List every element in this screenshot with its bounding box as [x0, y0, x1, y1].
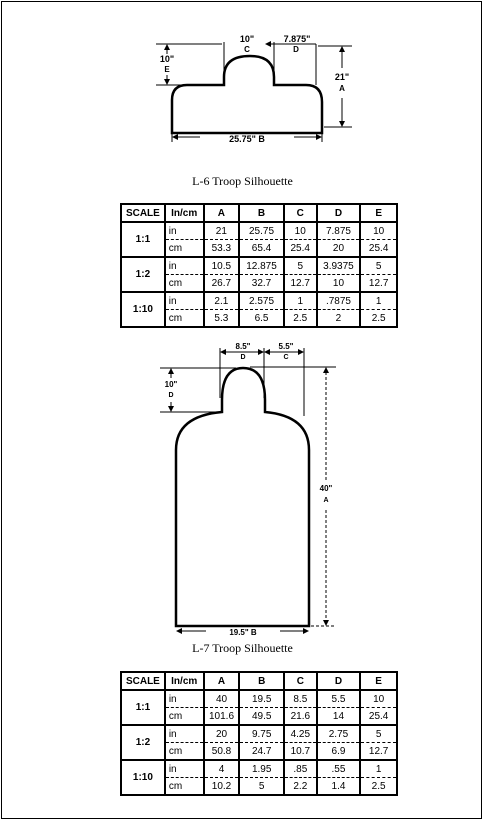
- l7-b-label: 19.5" B: [229, 628, 257, 637]
- value-cell: 1: [284, 292, 317, 310]
- value-cell: 5: [360, 725, 397, 743]
- header-e: E: [360, 672, 397, 690]
- l7-d-left-value: 10": [164, 380, 178, 389]
- unit-cell: in: [165, 222, 204, 240]
- value-cell: 10: [317, 275, 361, 293]
- l6-e-value: 10": [159, 54, 175, 64]
- scale-cell: 1:1: [121, 222, 165, 257]
- l6-b-label: 25.75" B: [229, 134, 265, 144]
- l6-silhouette-outline: [172, 56, 322, 133]
- value-cell: 1.4: [317, 778, 361, 796]
- table-row: [121, 725, 397, 743]
- l6-c-letter: C: [244, 45, 250, 54]
- l7-a-value: 40": [319, 484, 333, 493]
- value-cell: 2.2: [284, 778, 317, 796]
- unit-cell: cm: [165, 743, 204, 761]
- unit-cell: cm: [165, 240, 204, 258]
- l7-dimension-table: [120, 671, 398, 796]
- l6-caption: L-6 Troop Silhouette: [192, 174, 293, 188]
- l7-d-top-value: 8.5": [235, 342, 251, 351]
- value-cell: 2.5: [360, 310, 397, 328]
- value-cell: 6.9: [317, 743, 361, 761]
- value-cell: 20: [317, 240, 361, 258]
- value-cell: 101.6: [204, 708, 240, 726]
- value-cell: 5.5: [317, 690, 361, 708]
- value-cell: 2.1: [204, 292, 240, 310]
- value-cell: 5: [284, 257, 317, 275]
- l6-d-value: 7.875": [283, 34, 311, 44]
- value-cell: 10: [360, 222, 397, 240]
- unit-cell: cm: [165, 310, 204, 328]
- l6-c-value: 10": [239, 34, 255, 44]
- value-cell: .85: [284, 760, 317, 778]
- l7-caption: L-7 Troop Silhouette: [192, 641, 293, 655]
- table-row: [121, 222, 397, 240]
- value-cell: 1: [360, 292, 397, 310]
- l7-silhouette-outline: [176, 368, 309, 626]
- header-c: C: [284, 204, 317, 222]
- value-cell: 25.4: [360, 240, 397, 258]
- value-cell: 1.95: [239, 760, 284, 778]
- header-scale: SCALE: [121, 204, 165, 222]
- scale-cell: 1:2: [121, 725, 165, 760]
- l6-dimension-table: [120, 203, 398, 328]
- value-cell: 12.7: [284, 275, 317, 293]
- header-unit: In/cm: [165, 204, 204, 222]
- header-d: D: [317, 204, 361, 222]
- unit-cell: in: [165, 760, 204, 778]
- l7-d-left-letter: D: [168, 392, 174, 399]
- header-scale: SCALE: [121, 672, 165, 690]
- header-d: D: [317, 672, 361, 690]
- value-cell: 2.5: [360, 778, 397, 796]
- l7-d-top-letter: D: [240, 354, 246, 361]
- scale-cell: 1:1: [121, 690, 165, 725]
- value-cell: 25.4: [284, 240, 317, 258]
- value-cell: 14: [317, 708, 361, 726]
- table-row: [121, 292, 397, 310]
- unit-cell: cm: [165, 275, 204, 293]
- value-cell: 24.7: [239, 743, 284, 761]
- value-cell: 10.2: [204, 778, 240, 796]
- value-cell: 65.4: [239, 240, 284, 258]
- header-b: B: [239, 204, 284, 222]
- value-cell: 8.5: [284, 690, 317, 708]
- value-cell: 32.7: [239, 275, 284, 293]
- l6-d-letter: D: [293, 45, 299, 54]
- value-cell: 10: [284, 222, 317, 240]
- value-cell: 20: [204, 725, 240, 743]
- unit-cell: cm: [165, 708, 204, 726]
- l6-a-value: 21": [334, 72, 350, 82]
- value-cell: 2.5: [284, 310, 317, 328]
- value-cell: 10.5: [204, 257, 240, 275]
- value-cell: 2: [317, 310, 361, 328]
- value-cell: 25.75: [239, 222, 284, 240]
- value-cell: 9.75: [239, 725, 284, 743]
- value-cell: 5.3: [204, 310, 240, 328]
- value-cell: 40: [204, 690, 240, 708]
- header-c: C: [284, 672, 317, 690]
- header-b: B: [239, 672, 284, 690]
- value-cell: 49.5: [239, 708, 284, 726]
- value-cell: 6.5: [239, 310, 284, 328]
- unit-cell: in: [165, 690, 204, 708]
- l6-e-letter: E: [164, 65, 170, 74]
- value-cell: 12.7: [360, 275, 397, 293]
- value-cell: 4: [204, 760, 240, 778]
- l6-silhouette-diagram: [0, 30, 485, 190]
- l7-c-value: 5.5": [278, 342, 294, 351]
- unit-cell: in: [165, 292, 204, 310]
- header-a: A: [204, 672, 240, 690]
- l7-a-letter: A: [323, 497, 329, 504]
- value-cell: 25.4: [360, 708, 397, 726]
- value-cell: 7.875: [317, 222, 361, 240]
- value-cell: 50.8: [204, 743, 240, 761]
- table-row: [121, 257, 397, 275]
- value-cell: 3.9375: [317, 257, 361, 275]
- l7-c-letter: C: [283, 354, 289, 361]
- header-e: E: [360, 204, 397, 222]
- scale-cell: 1:2: [121, 257, 165, 292]
- value-cell: 2.75: [317, 725, 361, 743]
- table-row: [121, 760, 397, 778]
- value-cell: .7875: [317, 292, 361, 310]
- value-cell: 1: [360, 760, 397, 778]
- table-row: [121, 690, 397, 708]
- value-cell: 10.7: [284, 743, 317, 761]
- scale-cell: 1:10: [121, 760, 165, 795]
- value-cell: 19.5: [239, 690, 284, 708]
- value-cell: 4.25: [284, 725, 317, 743]
- value-cell: 2.575: [239, 292, 284, 310]
- unit-cell: in: [165, 257, 204, 275]
- value-cell: 10: [360, 690, 397, 708]
- value-cell: 53.3: [204, 240, 240, 258]
- value-cell: 21.6: [284, 708, 317, 726]
- value-cell: 12.7: [360, 743, 397, 761]
- unit-cell: in: [165, 725, 204, 743]
- scale-cell: 1:10: [121, 292, 165, 327]
- l7-silhouette-diagram: [0, 340, 485, 640]
- value-cell: 26.7: [204, 275, 240, 293]
- unit-cell: cm: [165, 778, 204, 796]
- value-cell: 5: [239, 778, 284, 796]
- value-cell: 12.875: [239, 257, 284, 275]
- value-cell: 5: [360, 257, 397, 275]
- value-cell: .55: [317, 760, 361, 778]
- header-unit: In/cm: [165, 672, 204, 690]
- value-cell: 21: [204, 222, 240, 240]
- l6-a-letter: A: [339, 84, 345, 93]
- header-a: A: [204, 204, 240, 222]
